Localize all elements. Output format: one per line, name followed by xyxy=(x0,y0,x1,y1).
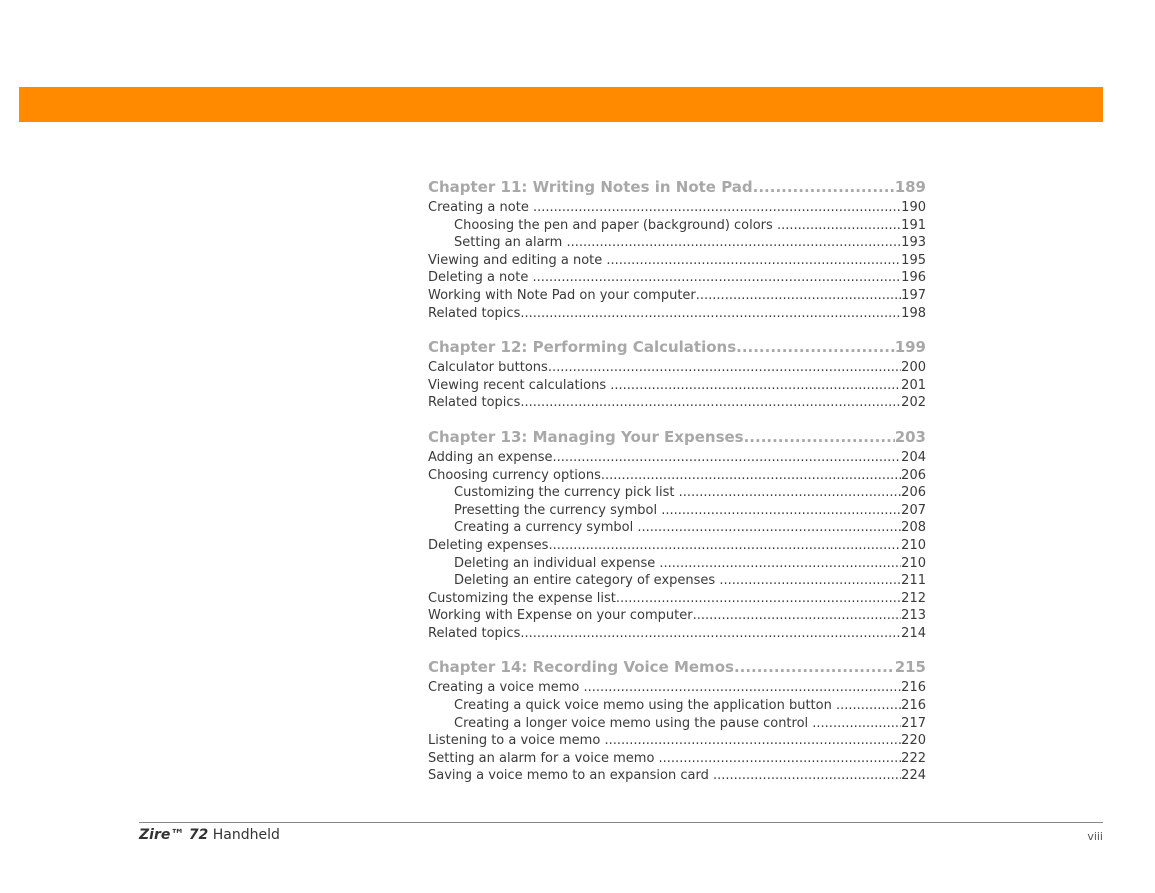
entry-title: Related topics xyxy=(428,625,521,641)
toc-entry-link[interactable] xyxy=(428,269,926,287)
toc-entry-link[interactable] xyxy=(428,305,926,323)
entry-title: Deleting a note xyxy=(428,270,533,286)
entry-title: Creating a voice memo xyxy=(428,680,584,696)
chapter-title: Chapter 12: Performing Calculations xyxy=(428,338,737,357)
entry-page-number: 197 xyxy=(901,287,926,303)
chapter-page-number: 189 xyxy=(894,178,926,196)
dot-leader xyxy=(736,338,895,356)
entry-page-number: 202 xyxy=(901,395,926,411)
dot-leader xyxy=(659,555,901,573)
dot-leader xyxy=(532,269,901,287)
dot-leader xyxy=(601,467,901,485)
entry-title: Related topics xyxy=(428,305,521,321)
chapter-page-number: 203 xyxy=(894,427,926,446)
entry-title: Viewing and editing a note xyxy=(428,252,607,268)
toc-entry-link[interactable] xyxy=(428,199,926,217)
header-banner xyxy=(19,87,1103,122)
toc-entry-link[interactable] xyxy=(428,467,926,485)
dot-leader xyxy=(604,732,901,750)
chapter-title: Chapter 13: Managing Your Expenses xyxy=(428,427,744,446)
entry-title: Deleting an individual expense xyxy=(454,555,660,571)
dot-leader xyxy=(744,428,895,446)
entry-page-number: 210 xyxy=(901,537,926,553)
entry-page-number: 216 xyxy=(901,698,926,714)
entry-title: Setting an alarm for a voice memo xyxy=(428,750,659,766)
entry-title: Presetting the currency symbol xyxy=(454,502,662,518)
dot-leader xyxy=(606,252,901,270)
toc-subentry-link[interactable] xyxy=(428,519,926,537)
toc-subentry-link[interactable] xyxy=(428,502,926,520)
toc-entry-link[interactable] xyxy=(428,625,926,643)
entry-title: Saving a voice memo to an expansion card xyxy=(428,768,713,784)
dot-leader xyxy=(734,658,895,676)
entry-title: Listening to a voice memo xyxy=(428,733,605,749)
dot-leader xyxy=(719,572,901,590)
dot-leader xyxy=(836,697,901,715)
toc-subentry-link[interactable] xyxy=(428,234,926,252)
toc-entry-link[interactable] xyxy=(428,590,926,608)
footer-product xyxy=(139,827,280,843)
entry-title: Working with Expense on your computer xyxy=(428,608,693,624)
entry-page-number: 213 xyxy=(901,608,926,624)
page-number: viii xyxy=(1087,830,1103,843)
toc-entry-link[interactable] xyxy=(428,252,926,270)
dot-leader xyxy=(812,715,901,733)
entry-page-number: 211 xyxy=(901,573,926,589)
chapter-group xyxy=(428,428,926,643)
toc-entry-link[interactable] xyxy=(428,767,926,785)
dot-leader xyxy=(753,178,895,196)
entry-page-number: 200 xyxy=(901,360,926,376)
entry-page-number: 206 xyxy=(901,485,926,501)
entry-page-number: 216 xyxy=(901,680,926,696)
table-of-contents xyxy=(428,178,926,801)
dot-leader xyxy=(548,537,901,555)
entry-title: Related topics xyxy=(428,395,521,411)
entry-title: Calculator buttons xyxy=(428,360,548,376)
entry-page-number: 210 xyxy=(901,555,926,571)
dot-leader xyxy=(610,377,901,395)
chapter-title: Chapter 11: Writing Notes in Note Pad xyxy=(428,178,753,196)
entry-page-number: 222 xyxy=(901,750,926,766)
chapter-heading-link[interactable] xyxy=(428,658,926,676)
chapter-page-number: 215 xyxy=(894,658,926,677)
footer-model: 72 xyxy=(188,827,209,843)
chapter-group xyxy=(428,178,926,322)
toc-subentry-link[interactable] xyxy=(428,217,926,235)
toc-entry-link[interactable] xyxy=(428,287,926,305)
toc-entry-link[interactable] xyxy=(428,449,926,467)
toc-subentry-link[interactable] xyxy=(428,715,926,733)
entry-page-number: 207 xyxy=(901,502,926,518)
dot-leader xyxy=(583,679,901,697)
chapter-heading-link[interactable] xyxy=(428,338,926,356)
entry-title: Deleting expenses xyxy=(428,537,549,553)
entry-title: Choosing currency options xyxy=(428,467,601,483)
toc-entry-link[interactable] xyxy=(428,732,926,750)
dot-leader xyxy=(520,625,901,643)
dot-leader xyxy=(679,484,902,502)
toc-entry-link[interactable] xyxy=(428,750,926,768)
entry-page-number: 206 xyxy=(901,467,926,483)
footer-product-name: Handheld xyxy=(212,827,280,843)
chapter-group xyxy=(428,338,926,412)
toc-entry-link[interactable] xyxy=(428,679,926,697)
entry-page-number: 193 xyxy=(901,235,926,251)
entry-title: Creating a longer voice memo using the pause control xyxy=(454,715,813,731)
dot-leader xyxy=(661,502,901,520)
entry-title: Customizing the currency pick list xyxy=(454,485,679,501)
chapter-title: Chapter 14: Recording Voice Memos xyxy=(428,658,734,677)
toc-entry-link[interactable] xyxy=(428,359,926,377)
entry-page-number: 208 xyxy=(901,520,926,536)
dot-leader xyxy=(548,359,901,377)
entry-page-number: 196 xyxy=(901,270,926,286)
entry-title: Viewing recent calculations xyxy=(428,377,611,393)
dot-leader xyxy=(713,767,901,785)
toc-entry-link[interactable] xyxy=(428,607,926,625)
entry-page-number: 201 xyxy=(901,377,926,393)
toc-entry-link[interactable] xyxy=(428,377,926,395)
dot-leader xyxy=(696,287,901,305)
dot-leader xyxy=(533,199,901,217)
chapter-heading-link[interactable] xyxy=(428,178,926,196)
entry-title: Creating a currency symbol xyxy=(454,520,638,536)
entry-title: Adding an expense xyxy=(428,449,553,465)
dot-leader xyxy=(616,590,901,608)
footer-brand: Zire™ xyxy=(139,827,185,843)
entry-page-number: 195 xyxy=(901,252,926,268)
toc-subentry-link[interactable] xyxy=(428,555,926,573)
entry-page-number: 224 xyxy=(901,768,926,784)
toc-subentry-link[interactable] xyxy=(428,484,926,502)
entry-title: Setting an alarm xyxy=(454,235,567,251)
entry-title: Creating a note xyxy=(428,200,533,215)
entry-page-number: 217 xyxy=(901,715,926,731)
entry-title: Choosing the pen and paper (background) colors xyxy=(454,217,777,233)
dot-leader xyxy=(637,519,901,537)
entry-page-number: 191 xyxy=(901,217,926,233)
toc-subentry-link[interactable] xyxy=(428,697,926,715)
chapter-page-number: 199 xyxy=(894,338,926,357)
entry-title: Deleting an entire category of expenses xyxy=(454,573,720,589)
entry-page-number: 212 xyxy=(901,590,926,606)
entry-page-number: 198 xyxy=(901,305,926,321)
entry-title: Customizing the expense list xyxy=(428,590,616,606)
chapter-heading-link[interactable] xyxy=(428,428,926,446)
dot-leader xyxy=(520,394,901,412)
dot-leader xyxy=(520,305,901,323)
dot-leader xyxy=(777,217,901,235)
dot-leader xyxy=(566,234,901,252)
toc-subentry-link[interactable] xyxy=(428,572,926,590)
toc-entry-link[interactable] xyxy=(428,537,926,555)
dot-leader xyxy=(552,449,901,467)
chapter-group xyxy=(428,658,926,785)
entry-title: Creating a quick voice memo using the application button xyxy=(454,698,836,714)
entry-page-number: 214 xyxy=(901,625,926,641)
entry-page-number: 204 xyxy=(901,449,926,465)
entry-page-number: 220 xyxy=(901,733,926,749)
entry-title: Working with Note Pad on your computer xyxy=(428,287,696,303)
dot-leader xyxy=(693,607,902,625)
entry-page-number: 190 xyxy=(901,200,926,215)
toc-entry-link[interactable] xyxy=(428,394,926,412)
dot-leader xyxy=(659,750,902,768)
footer-divider xyxy=(139,822,1103,823)
